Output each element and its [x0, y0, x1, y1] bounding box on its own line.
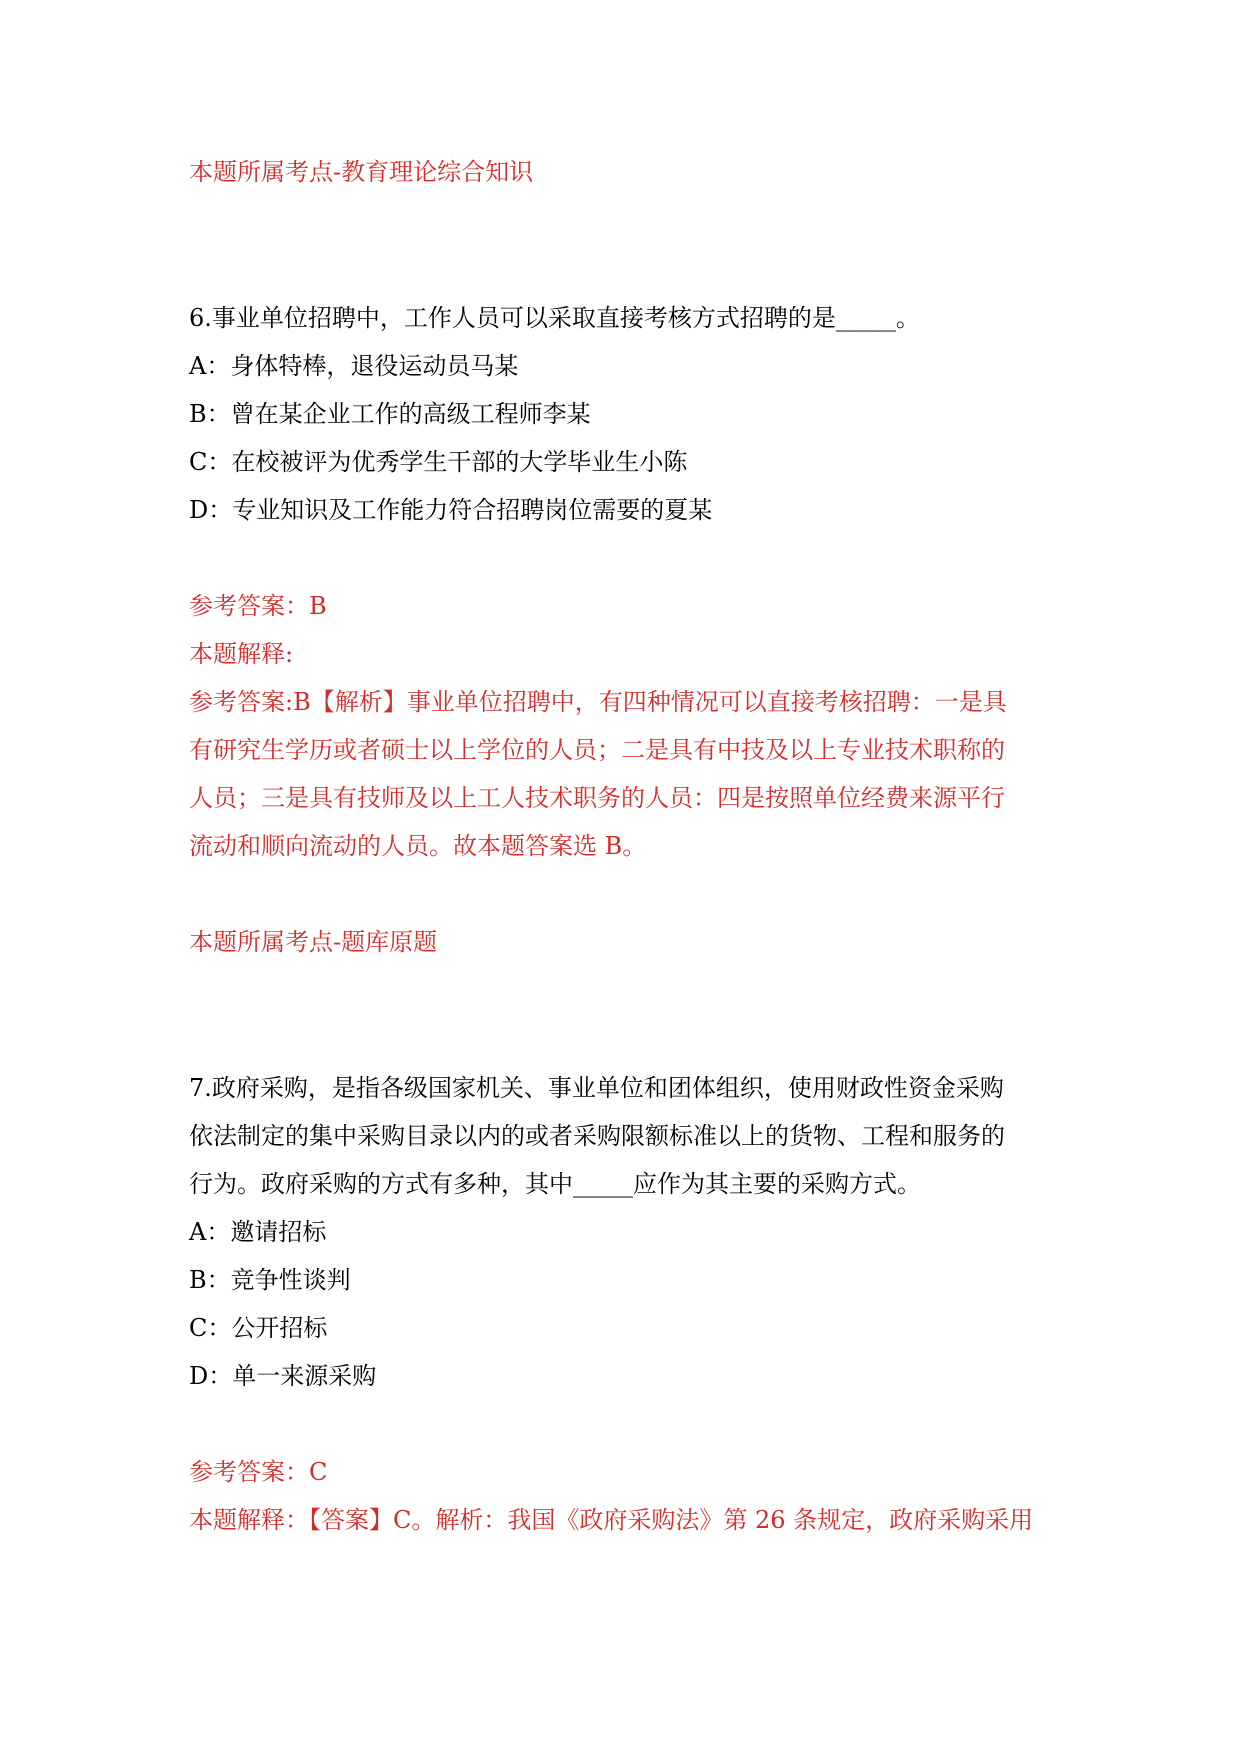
- question-6-topic: 本题所属考点-题库原题: [189, 928, 438, 956]
- question-7-explanation-line: 本题解释：【答案】C。解析：我国《政府采购法》第 26 条规定，政府采购采用: [189, 1506, 1034, 1534]
- question-7-stem-line: 依法制定的集中采购目录以内的或者采购限额标准以上的货物、工程和服务的: [189, 1122, 1005, 1150]
- question-7-option-d: D：单一来源采购: [189, 1362, 377, 1390]
- question-6-option-b: B：曾在某企业工作的高级工程师李某: [189, 400, 591, 428]
- question-7-option-b: B：竞争性谈判: [189, 1266, 351, 1294]
- question-6-stem: 6.事业单位招聘中，工作人员可以采取直接考核方式招聘的是_____。: [189, 304, 920, 332]
- question-6-answer: 参考答案：B: [189, 592, 327, 620]
- question-6-explanation-line: 人员；三是具有技师及以上工人技术职务的人员：四是按照单位经费来源平行: [189, 784, 1005, 812]
- question-7-option-a: A：邀请招标: [189, 1218, 327, 1246]
- question-6-option-d: D：专业知识及工作能力符合招聘岗位需要的夏某: [189, 496, 713, 524]
- question-6-explain-label: 本题解释:: [189, 640, 294, 668]
- question-7-stem-line: 7.政府采购，是指各级国家机关、事业单位和团体组织，使用财政性资金采购: [189, 1074, 1004, 1102]
- topic-label: 本题所属考点-教育理论综合知识: [189, 158, 534, 186]
- question-6-option-c: C：在校被评为优秀学生干部的大学毕业生小陈: [189, 448, 688, 476]
- question-7-answer: 参考答案：C: [189, 1458, 328, 1486]
- question-6-explanation-line: 流动和顺向流动的人员。故本题答案选 B。: [189, 832, 647, 860]
- question-6-explanation-line: 有研究生学历或者硕士以上学位的人员；二是具有中技及以上专业技术职称的: [189, 736, 1005, 764]
- question-7-stem-line: 行为。政府采购的方式有多种，其中_____应作为其主要的采购方式。: [189, 1170, 921, 1198]
- question-6-explanation-line: 参考答案:B【解析】事业单位招聘中，有四种情况可以直接考核招聘：一是具: [189, 688, 1007, 716]
- question-7-option-c: C：公开招标: [189, 1314, 328, 1342]
- question-6-option-a: A：身体特棒，退役运动员马某: [189, 352, 519, 380]
